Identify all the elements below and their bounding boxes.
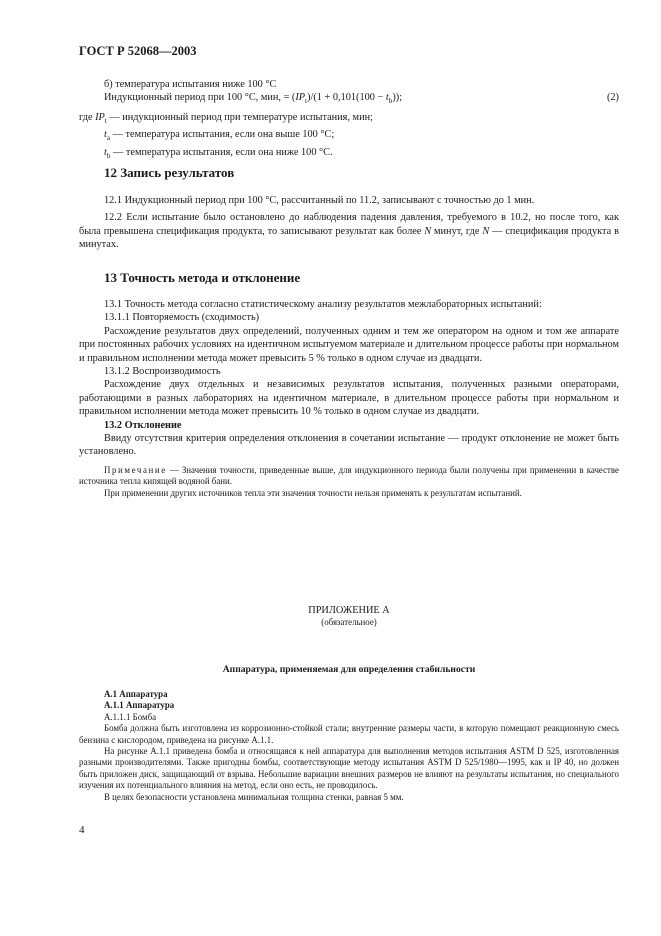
formula-block <box>79 78 619 109</box>
appendix-para-1: Бомба должна быть изготовлена из коррозионно-стойкой стали; внутренние размеры части, в которую помещают реакционную смесь бензина с кислородом, приведена на рисунке А.1.1. <box>79 723 619 745</box>
para-13-2: 13.2 Отклонение <box>104 419 182 431</box>
para-13-1-2-text: Расхождение двух отдельных и независимых результатов испытания, полученных разными операторами, работающими в разных лабораториях на идентичном материале, в длительном процессе работы при нормальном и правильном исполнении метода может превысить 10 % только в одном случае из двадцати. <box>79 379 619 418</box>
section-13 <box>79 270 619 499</box>
equation-body: Индукционный период при 100 °С, мин, = $(IP_t)/(1 + 0,101(100 - t_b))$; <box>104 92 403 106</box>
appendix-heading: Аппаратура, применяемая для определения стабильности <box>222 664 476 675</box>
formula-legend <box>79 111 619 163</box>
appendix-heading-block <box>79 664 619 675</box>
section-13-heading: 13 Точность метода и отклонение <box>104 270 301 285</box>
para-13-1-1-text: Расхождение результатов двух определений, полученных одним и тем же оператором на одном и том же аппарате при постоянных рабочих условиях на идентичном испытуемом материале и длительном процессе работы при нормальном и правильном исполнении метода может превысить 5 % только в одном случае из двадцати. <box>79 325 619 364</box>
para-13-1-2: 13.1.2 Воспроизводимость <box>104 366 221 378</box>
para-12-2: 12.2 Если испытание было остановлено до наблюдения падения давления, требуемого в 10.2, но после того, как была превышена спецификация продукта, то записывают результат как более N минут, где N — спецификация продукта в минутах. <box>79 212 619 251</box>
standard-id: ГОСТ Р 52068—2003 <box>79 44 197 58</box>
appendix-body <box>79 689 619 803</box>
equation-number: (2) <box>606 92 619 104</box>
appendix-title: ПРИЛОЖЕНИЕ А <box>308 605 390 616</box>
note-label: Примечание <box>104 464 167 475</box>
item-b-text: б) температура испытания ниже 100 °С <box>104 79 277 90</box>
appendix-title-block <box>79 604 619 629</box>
section-12-heading: 12 Запись результатов <box>104 165 235 180</box>
appendix-a1: А.1 Аппаратура <box>104 689 168 699</box>
appendix-a1-1: А.1.1 Аппаратура <box>104 700 175 711</box>
note-2: При применении других источников тепла эти значения точности нельзя применять к результатам испытаний. <box>104 487 522 498</box>
page-number: 4 <box>79 824 85 836</box>
legend-ip: где $IP_t$ — индукционный период при температуре испытания, мин; <box>79 112 373 126</box>
legend-ta: $t_a$ — температура испытания, если она выше 100 °С; <box>104 129 335 143</box>
para-12-1: 12.1 Индукционный период при 100 °С, рассчитанный по 11.2, записывают с точностью до 1 мин. <box>104 195 535 206</box>
note: Примечание — Значения точности, приведенные выше, для индукционного периода были получены при применении в качестве источника тепла кипящей водяной бани. <box>79 464 619 487</box>
para-13-1-1: 13.1.1 Повторяемость (сходимость) <box>104 312 260 324</box>
para-13-1: 13.1 Точность метода согласно статистическому анализу результатов межлабораторных испытаний: <box>104 299 542 310</box>
appendix-a1-1-1: А.1.1.1 Бомба <box>104 711 157 722</box>
appendix-subtitle: (обязательное) <box>321 617 377 628</box>
para-13-2-text: Ввиду отсутствия критерия определения отклонения в сочетании испытание — продукт отклонение не может быть установлено. <box>79 433 619 458</box>
appendix-para-2: На рисунке А.1.1 приведена бомба и относящаяся к ней аппаратура для выполнения методов испытания ASTM D 525, изготовленная разными производителями. Также пригодны бомбы, соответствующие методу испытания ASTM D 525/1980—1995, как и IP 40, но должен быть приложен диск, защищающий от взрыва. Небольшие вариации внешних размеров не влияют на результаты испытания, но специального изучения их потенциального влияния на метод, если оно есть, не проводилось. <box>79 746 619 791</box>
equation-2 <box>79 91 619 108</box>
appendix-para-3: В целях безопасности установлена минимальная толщина стенки, равная 5 мм. <box>104 791 404 802</box>
legend-tb: $t_b$ — температура испытания, если она ниже 100 °С. <box>104 146 333 160</box>
section-12 <box>79 165 619 252</box>
